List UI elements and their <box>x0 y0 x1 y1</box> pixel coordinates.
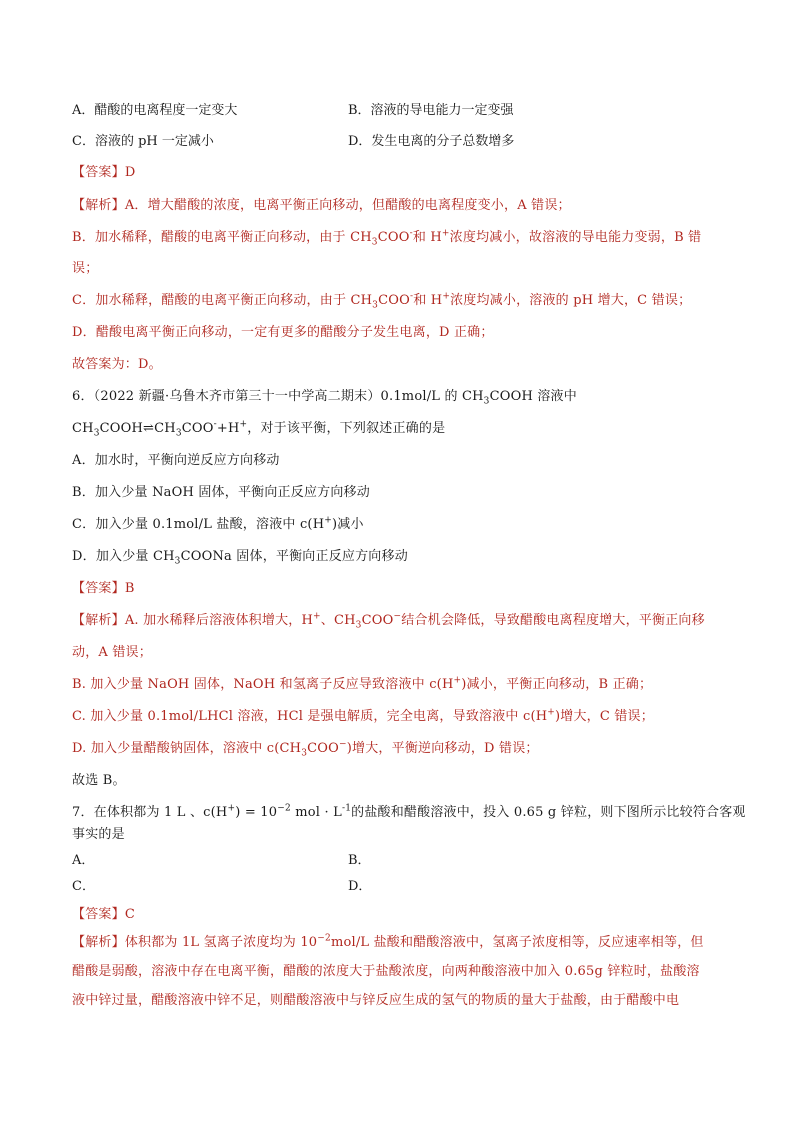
q6-analysis-b <box>72 676 652 694</box>
text: COO <box>377 230 410 245</box>
q6-analysis-c <box>72 708 654 726</box>
text: COONa 固体，平衡向正反应方向移动 <box>180 549 408 564</box>
q7-analysis-line2: 醋酸是弱酸，溶液中存在电离平衡，醋酸的浓度大于盐酸浓度，向两种酸溶液中加入 0.65g 锌粒时，盐酸溶 <box>72 964 700 979</box>
subscript: 3 <box>483 396 490 407</box>
q6-analysis-a <box>72 612 705 630</box>
q5-analysis-c <box>72 292 691 310</box>
text: )减小 <box>331 517 364 532</box>
q5-option-c: C．溶液的 pH 一定减小 <box>72 134 214 149</box>
superscript: + <box>547 707 555 718</box>
q6-stem-line1 <box>72 388 577 406</box>
q7-analysis-line3: 液中锌过量，醋酸溶液中锌不足，则醋酸溶液中与锌反应生成的氢气的物质的量大于盐酸，由于醋酸中电 <box>72 993 680 1008</box>
superscript: - <box>409 291 414 302</box>
superscript: + <box>324 515 332 526</box>
q6-option-b: B．加入少量 NaOH 固体，平衡向正反应方向移动 <box>72 485 370 500</box>
text: )减小，平衡正向移动，B 正确； <box>461 677 653 692</box>
q6-option-d <box>72 548 408 566</box>
q5-answer <box>72 164 135 182</box>
superscript: + <box>313 611 321 622</box>
q5-analysis-b-cont: 误； <box>72 261 99 276</box>
text: C. 加入少量 0.1mol/LHCl 溶液，HCl 是强电解质，完全电离，导致溶液中 c(H <box>72 709 548 724</box>
superscript: - <box>213 419 217 430</box>
superscript: −2 <box>277 803 291 814</box>
text: 、CH <box>320 613 356 628</box>
q6-conclusion: 故选 B。 <box>72 773 126 788</box>
text: D. 加入少量醋酸钠固体，溶液中 c(CH <box>72 741 302 756</box>
subscript: 3 <box>371 237 378 248</box>
subscript: 3 <box>372 300 379 311</box>
text: D．加入少量 CH <box>72 549 175 564</box>
superscript: + <box>239 419 248 430</box>
text: 浓度均减小，故溶液的导电能力变弱，B 错 <box>449 230 702 245</box>
text: )增大，C 错误； <box>555 709 654 724</box>
superscript: - <box>409 228 413 239</box>
subscript: 3 <box>93 428 100 439</box>
text: +H <box>216 421 240 436</box>
superscript: − <box>393 611 402 622</box>
q6-stem-line2 <box>72 420 445 438</box>
text: COO <box>378 293 410 308</box>
text: 7．在体积都为 1 L 、c(H <box>72 805 228 820</box>
q7-analysis-line1 <box>72 934 704 952</box>
q6-analysis-a-cont: 动，A 错误； <box>72 645 152 660</box>
q7-option-a: A． <box>72 853 95 868</box>
subscript: 3 <box>174 556 181 567</box>
text: B. 加入少量 NaOH 固体，NaOH 和氢离子反应导致溶液中 c(H <box>72 677 454 692</box>
q5-conclusion: 故答案为：D。 <box>72 357 162 372</box>
q7-option-c: C． <box>72 879 95 894</box>
text: C．加水稀释，醋酸的电离平衡正向移动，由于 CH <box>72 293 373 308</box>
answer-value: D <box>124 165 136 180</box>
q7-answer <box>72 906 135 924</box>
text: 结合机会降低，导致醋酸电离程度增大，平衡正向移 <box>401 613 705 628</box>
text: 和 H <box>413 293 443 308</box>
answer-label: 【答案】 <box>72 165 125 180</box>
q7-option-d: D． <box>348 879 372 894</box>
answer-label: 【答案】 <box>72 581 125 596</box>
text: B．加水稀释，醋酸的电离平衡正向移动，由于 CH <box>72 230 372 245</box>
subscript: 3 <box>301 748 308 759</box>
analysis-label: 【解析】 <box>72 613 125 628</box>
q6-analysis-d <box>72 740 539 758</box>
q5-option-a: A．醋酸的电离程度一定变大 <box>72 103 238 118</box>
text: 和 H <box>412 230 442 245</box>
q7-stem-line1 <box>72 804 746 822</box>
subscript: 3 <box>175 428 182 439</box>
text: CH <box>72 421 94 436</box>
text: COOH 溶液中 <box>489 389 577 404</box>
text: mol/L 盐酸和醋酸溶液中，氢离子浓度相等，反应速率相等，但 <box>330 935 704 950</box>
text: )增大，平衡逆向移动，D 错误； <box>346 741 539 756</box>
subscript: 3 <box>355 620 362 631</box>
analysis-label: 【解析】 <box>72 935 125 950</box>
superscript: + <box>227 803 236 814</box>
text: COO <box>307 741 340 756</box>
superscript: + <box>441 228 450 239</box>
q6-option-c <box>72 516 364 534</box>
superscript: + <box>453 675 462 686</box>
text: 浓度均减小，溶液的 pH 增大，C 错误； <box>450 293 692 308</box>
text: COO <box>181 421 214 436</box>
q7-option-b: B． <box>348 853 371 868</box>
answer-value: B <box>124 581 135 596</box>
superscript: −2 <box>317 933 331 944</box>
text: 6．（2022 新疆·乌鲁木齐市第三十一中学高二期末）0.1mol/L 的 CH <box>72 389 484 404</box>
q5-analysis-d: D．醋酸电离平衡正向移动，一定有更多的醋酸分子发生电离，D 正确； <box>72 325 494 340</box>
text: ) = 10 <box>235 805 278 820</box>
superscript: − <box>339 739 347 750</box>
analysis-text: A．增大醋酸的浓度，电离平衡正向移动，但醋酸的电离程度变小，A 错误； <box>124 198 571 213</box>
superscript: -1 <box>341 803 352 814</box>
text: 的盐酸和醋酸溶液中，投入 0.65 g 锌粒，则下图所示比较符合客观 <box>351 805 746 820</box>
superscript: + <box>442 291 451 302</box>
text: A. 加水稀释后溶液体积增大，H <box>124 613 314 628</box>
text: ，对于该平衡，下列叙述正确的是 <box>247 421 446 436</box>
text: C．加入少量 0.1mol/L 盐酸，溶液中 c(H <box>72 517 325 532</box>
answer-value: C <box>124 907 135 922</box>
q7-stem-line2: 事实的是 <box>72 827 125 842</box>
q5-analysis-b <box>72 229 701 247</box>
answer-label: 【答案】 <box>72 907 125 922</box>
text: COO <box>361 613 394 628</box>
q5-option-d: D．发生电离的分子总数增多 <box>348 134 515 149</box>
text: 体积都为 1L 氢离子浓度均为 10 <box>124 935 318 950</box>
q5-option-b: B．溶液的导电能力一定变强 <box>348 103 514 118</box>
q5-analysis-a <box>72 197 571 215</box>
text: mol · L <box>290 805 342 820</box>
q6-answer <box>72 580 135 598</box>
analysis-label: 【解析】 <box>72 198 125 213</box>
text: COOH⇌CH <box>99 421 176 436</box>
q6-option-a: A．加水时，平衡向逆反应方向移动 <box>72 453 280 468</box>
